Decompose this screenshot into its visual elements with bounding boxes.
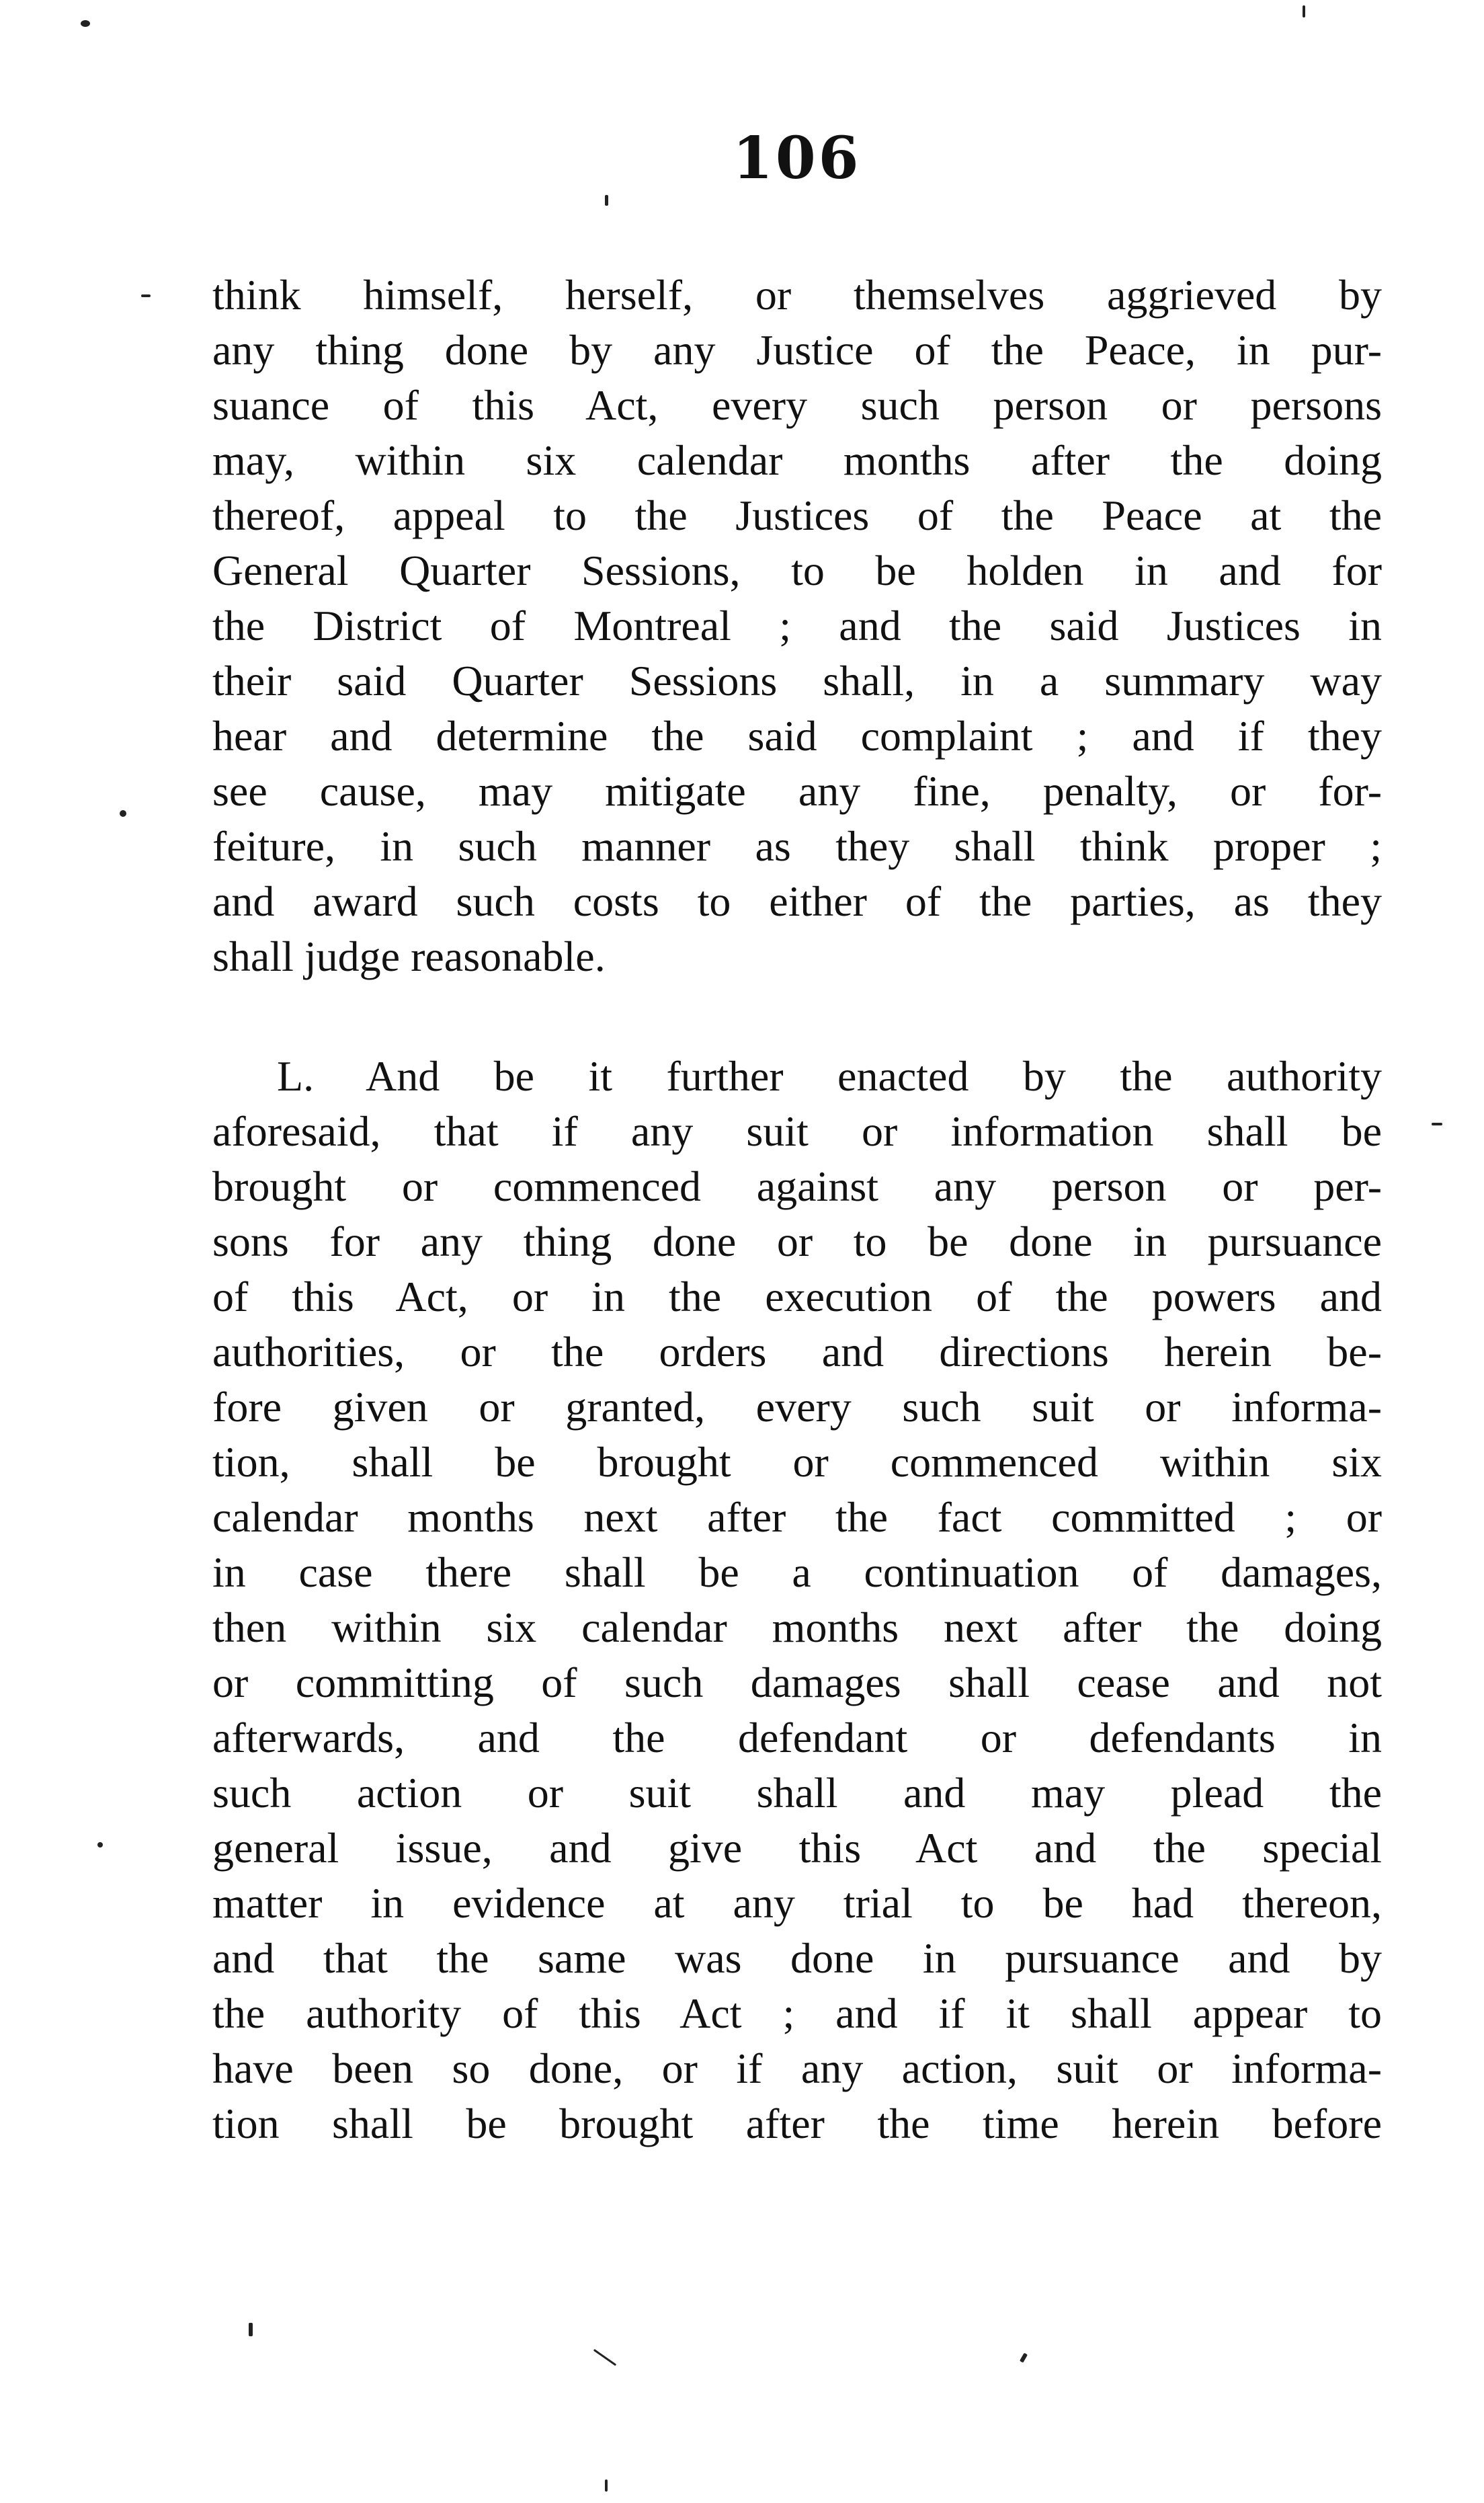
text-line: their said Quarter Sessions shall, in a summary way bbox=[212, 657, 1382, 705]
paragraph-section-l bbox=[212, 1049, 1382, 2151]
text-line: the authority of this Act ; and if it shall appear to bbox=[212, 1989, 1382, 2037]
text-line: calendar months next after the fact committed ; or bbox=[212, 1493, 1382, 1541]
text-line: brought or commenced against any person or per- bbox=[212, 1162, 1382, 1210]
text-line: tion, shall be brought or commenced within six bbox=[212, 1438, 1382, 1486]
text-line: may, within six calendar months after the doing bbox=[212, 436, 1382, 484]
scan-speck bbox=[605, 2479, 608, 2492]
text-line: aforesaid, that if any suit or information shall be bbox=[212, 1107, 1382, 1155]
text-line: and that the same was done in pursuance and by bbox=[212, 1934, 1382, 1982]
text-line: L. And be it further enacted by the authority bbox=[277, 1052, 1382, 1100]
text-line: fore given or granted, every such suit or informa- bbox=[212, 1383, 1382, 1431]
text-line: see cause, may mitigate any fine, penalty, or for- bbox=[212, 767, 1382, 815]
text-line: afterwards, and the defendant or defendants in bbox=[212, 1714, 1382, 1761]
text-line: any thing done by any Justice of the Peace, in pur- bbox=[212, 326, 1382, 374]
text-line: hear and determine the said complaint ; and if they bbox=[212, 712, 1382, 760]
text-line: authorities, or the orders and directions herein be- bbox=[212, 1328, 1382, 1376]
scan-speck bbox=[120, 810, 126, 817]
text-line: General Quarter Sessions, to be holden in and for bbox=[212, 547, 1382, 594]
text-line: sons for any thing done or to be done in pursuance bbox=[212, 1218, 1382, 1265]
scan-speck bbox=[81, 20, 90, 27]
paragraph-continuation bbox=[212, 268, 1382, 984]
text-line: think himself, herself, or themselves aggrieved by bbox=[212, 271, 1382, 319]
scan-speck bbox=[1432, 1123, 1442, 1125]
text-line: thereof, appeal to the Justices of the Peace at the bbox=[212, 491, 1382, 539]
text-line: feiture, in such manner as they shall think proper ; bbox=[212, 822, 1382, 870]
text-line: of this Act, or in the execution of the powers and bbox=[212, 1273, 1382, 1320]
text-line: matter in evidence at any trial to be had thereon, bbox=[212, 1879, 1382, 1927]
scan-speck bbox=[249, 2323, 253, 2336]
scan-speck bbox=[605, 195, 608, 206]
scan-speck bbox=[97, 1842, 103, 1848]
text-line: in case there shall be a continuation of damages, bbox=[212, 1548, 1382, 1596]
page-number: 106 bbox=[733, 124, 862, 192]
scan-speck bbox=[1303, 5, 1305, 17]
scan-speck bbox=[1020, 2352, 1028, 2362]
text-line: shall judge reasonable. bbox=[212, 932, 606, 980]
text-line: such action or suit shall and may plead the bbox=[212, 1769, 1382, 1817]
text-line: the District of Montreal ; and the said Justices in bbox=[212, 602, 1382, 649]
text-line: general issue, and give this Act and the special bbox=[212, 1824, 1382, 1872]
text-line: tion shall be brought after the time herein before bbox=[212, 2100, 1382, 2147]
scan-speck bbox=[141, 294, 151, 297]
scan-speck bbox=[593, 2349, 616, 2366]
text-line: suance of this Act, every such person or persons bbox=[212, 381, 1382, 429]
text-line: and award such costs to either of the parties, as they bbox=[212, 877, 1382, 925]
text-line: then within six calendar months next after the doing bbox=[212, 1603, 1382, 1651]
text-line: have been so done, or if any action, suit or informa- bbox=[212, 2044, 1382, 2092]
text-line: or committing of such damages shall cease and not bbox=[212, 1659, 1382, 1706]
